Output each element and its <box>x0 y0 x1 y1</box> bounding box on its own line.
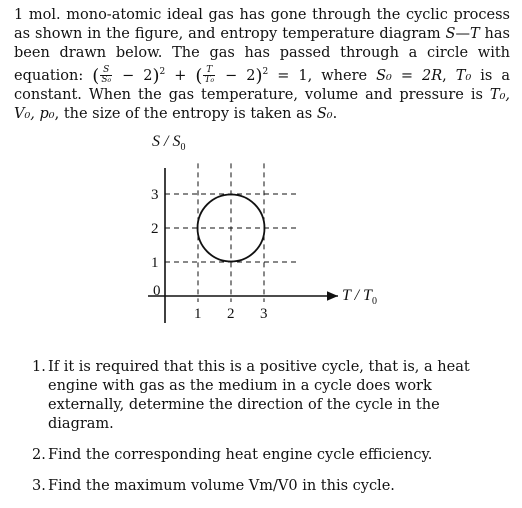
question-number: 3. <box>32 478 46 494</box>
var-s: S <box>445 26 456 42</box>
question-number: 1. <box>32 359 46 375</box>
entropy-reference: S₀ <box>316 105 333 122</box>
square-1: 2 <box>159 67 166 77</box>
question-text: Find the maximum volume Vm/V0 in this cycle. <box>48 478 395 494</box>
frac1-den: S₀ <box>101 75 112 86</box>
fraction-s-over-s0 <box>100 66 112 85</box>
square-2: 2 <box>262 67 269 77</box>
question-text: If it is required that this is a positive cycle, that is, a heat engine with gas as the medium in a cycle does work externally, determine the direction of the cycle in the diagram. <box>48 359 470 432</box>
intro-text-a: 1 mol. mono-atomic ideal gas has gone through the cyclic process as shown in the figure, and entropy temperature diagram <box>14 7 510 42</box>
problem-statement <box>14 6 510 124</box>
question-list <box>18 358 508 508</box>
y-tick-labels <box>151 187 159 271</box>
x-tick-label: 3 <box>260 306 268 322</box>
s0-definition: S₀ = 2R <box>376 67 443 84</box>
x-axis-label: T / $T_0$ <box>342 287 377 307</box>
plus-sign: + <box>165 67 196 84</box>
paren-open-2: ( <box>195 65 203 87</box>
fraction-t-over-t0 <box>203 66 215 85</box>
frac2-den: T₀ <box>204 75 215 86</box>
origin-label: 0 <box>153 283 161 299</box>
entropy-temperature-diagram <box>140 128 400 328</box>
period: . <box>332 105 338 122</box>
frac1-num: S <box>100 66 112 76</box>
x-tick-label: 1 <box>194 306 202 322</box>
state-variables: T₀, V₀, p₀ <box>14 86 510 122</box>
y-tick-label: 2 <box>151 221 159 237</box>
intro-text-d: , the size of the entropy is taken as <box>54 105 317 122</box>
question-text: Find the corresponding heat engine cycle efficiency. <box>48 447 433 463</box>
paren-open-1: ( <box>92 65 100 87</box>
question-item <box>18 477 508 496</box>
equals-one: = 1, where <box>268 67 377 84</box>
t0-symbol: T₀ <box>455 67 472 84</box>
y-axis-label: S / $S_0$ <box>152 133 186 153</box>
x-tick-labels <box>194 306 268 322</box>
minus-two-1: − 2 <box>113 67 153 84</box>
st-diagram-svg <box>140 128 400 328</box>
x-tick-label: 2 <box>227 306 235 322</box>
frac2-num: T <box>203 66 215 76</box>
question-item <box>18 358 508 434</box>
y-tick-label: 1 <box>151 255 159 271</box>
paren-close-1: ) <box>152 65 160 87</box>
question-number: 2. <box>32 447 46 463</box>
dash: — <box>455 26 470 42</box>
question-item <box>18 446 508 465</box>
minus-two-2: − 2 <box>216 67 256 84</box>
dashed-grid <box>165 163 297 302</box>
var-t: T <box>469 26 480 42</box>
intro-text-b: has been drawn below. The gas has passed through a circle with equation: <box>14 26 510 84</box>
paren-close-2: ) <box>255 65 263 87</box>
y-tick-label: 3 <box>151 187 159 203</box>
intro-text-c: is a constant. When the gas temperature, volume and pressure is <box>14 67 511 103</box>
comma: , <box>442 67 456 84</box>
